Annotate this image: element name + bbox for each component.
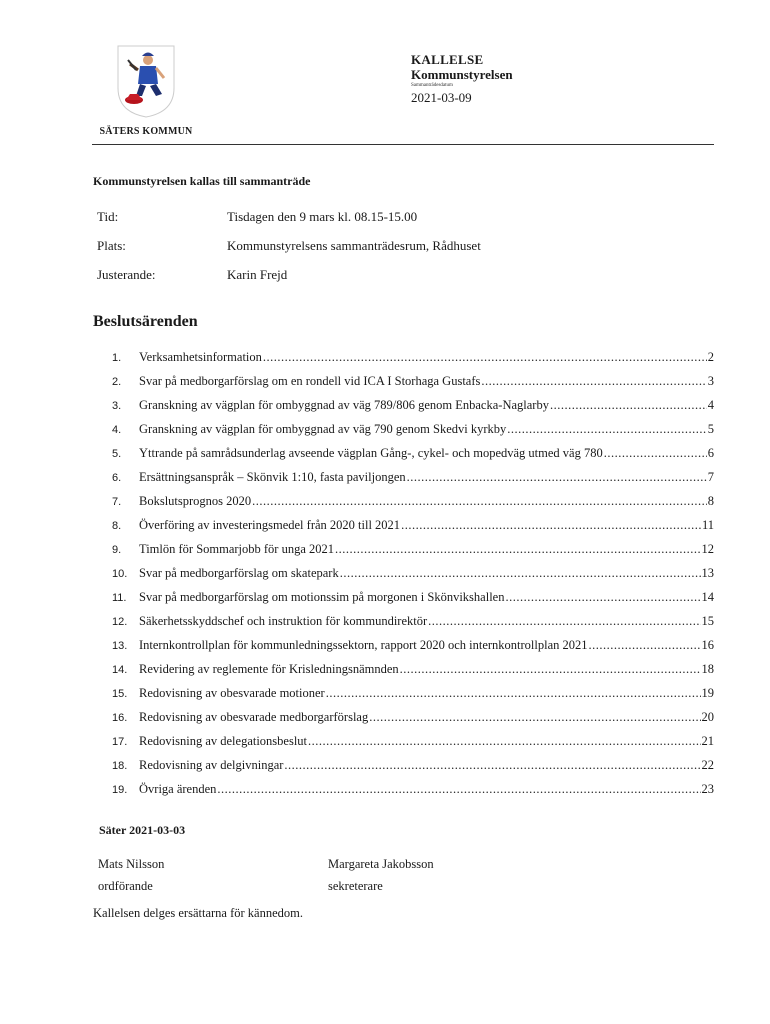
agenda-item[interactable] bbox=[112, 734, 714, 758]
agenda-number: 18. bbox=[112, 760, 128, 772]
agenda-number: 15. bbox=[112, 688, 128, 700]
agenda-number: 7. bbox=[112, 496, 122, 508]
agenda-page: 20 bbox=[701, 710, 714, 724]
agenda-number: 17. bbox=[112, 736, 128, 748]
agenda-number: 3. bbox=[112, 400, 122, 412]
agenda-number: 10. bbox=[112, 568, 128, 580]
agenda-number: 13. bbox=[112, 640, 128, 652]
municipality-name: SÄTERS KOMMUN bbox=[99, 126, 193, 137]
agenda-page: 15 bbox=[701, 614, 714, 628]
coat-of-arms-icon bbox=[116, 44, 176, 118]
agenda-title: Överföring av investeringsmedel från 2020 till 2021 bbox=[139, 518, 401, 532]
agenda-item[interactable] bbox=[112, 614, 714, 638]
agenda-title: Verksamhetsinformation bbox=[139, 350, 262, 364]
signer-chair bbox=[98, 853, 164, 897]
agenda-title: Ersättningsanspråk – Skönvik 1:10, fasta paviljongen bbox=[139, 470, 406, 484]
agenda-number: 19. bbox=[112, 784, 128, 796]
agenda-page: 19 bbox=[701, 686, 714, 700]
agenda-title: Granskning av vägplan för ombyggnad av väg 789/806 genom Enbacka-Naglarby bbox=[139, 398, 549, 412]
agenda-item[interactable] bbox=[112, 542, 714, 566]
info-value: Tisdagen den 9 mars kl. 08.15-15.00 bbox=[227, 209, 418, 224]
info-label: Justerande: bbox=[97, 267, 156, 282]
agenda-title: Säkerhetsskyddschef och instruktion för kommundirektör bbox=[139, 614, 428, 628]
agenda-title: Svar på medborgarförslag om motionssim på morgonen i Skönvikshallen bbox=[139, 590, 505, 604]
agenda-title: Granskning av vägplan för ombyggnad av väg 790 genom Skedvi kyrkby bbox=[139, 422, 507, 436]
agenda-title: Internkontrollplan för kommunledningssektorn, rapport 2020 och internkontrollplan 2021 bbox=[139, 638, 588, 652]
agenda-number: 1. bbox=[112, 352, 122, 364]
agenda-title: Redovisning av delegationsbeslut bbox=[139, 734, 308, 748]
info-row-place bbox=[97, 238, 481, 267]
info-label: Tid: bbox=[97, 209, 119, 224]
agenda-number: 4. bbox=[112, 424, 122, 436]
dot-leader bbox=[550, 398, 707, 413]
agenda-page: 7 bbox=[707, 470, 714, 484]
dot-leader bbox=[340, 566, 701, 581]
agenda-item[interactable] bbox=[112, 686, 714, 710]
meeting-date: 2021-03-09 bbox=[411, 90, 472, 105]
dot-leader bbox=[400, 662, 701, 677]
agenda-page: 16 bbox=[701, 638, 714, 652]
agenda-page: 3 bbox=[707, 374, 714, 388]
dot-leader bbox=[428, 614, 700, 629]
info-value: Karin Frejd bbox=[227, 267, 288, 282]
agenda-list bbox=[112, 350, 714, 806]
agenda-page: 22 bbox=[701, 758, 714, 772]
agenda-page: 23 bbox=[701, 782, 714, 796]
agenda-title: Bokslutsprognos 2020 bbox=[139, 494, 252, 508]
agenda-page: 8 bbox=[707, 494, 714, 508]
agenda-number: 8. bbox=[112, 520, 122, 532]
dot-leader bbox=[326, 686, 701, 701]
agenda-number: 2. bbox=[112, 376, 122, 388]
dot-leader bbox=[589, 638, 701, 653]
header-divider bbox=[92, 144, 714, 145]
agenda-title: Svar på medborgarförslag om skatepark bbox=[139, 566, 339, 580]
agenda-page: 6 bbox=[707, 446, 714, 460]
agenda-title: Övriga ärenden bbox=[139, 782, 217, 796]
agenda-item[interactable] bbox=[112, 590, 714, 614]
dot-leader bbox=[263, 350, 707, 365]
dot-leader bbox=[369, 710, 700, 725]
signer-name: Margareta Jakobsson bbox=[328, 857, 434, 871]
agenda-item[interactable] bbox=[112, 470, 714, 494]
dot-leader bbox=[505, 590, 700, 605]
agenda-item[interactable] bbox=[112, 350, 714, 374]
agenda-item[interactable] bbox=[112, 518, 714, 542]
agenda-page: 14 bbox=[701, 590, 714, 604]
agenda-number: 12. bbox=[112, 616, 128, 628]
signer-role: ordförande bbox=[98, 879, 153, 893]
agenda-title: Redovisning av delgivningar bbox=[139, 758, 284, 772]
info-label: Plats: bbox=[97, 238, 126, 253]
dot-leader bbox=[252, 494, 707, 509]
agenda-title: Revidering av reglemente för Krisledningsnämnden bbox=[139, 662, 399, 676]
issuing-body: Kommunstyrelsen bbox=[411, 67, 513, 82]
agenda-item[interactable] bbox=[112, 422, 714, 446]
agenda-page: 4 bbox=[707, 398, 714, 412]
dot-leader bbox=[284, 758, 700, 773]
agenda-page: 12 bbox=[701, 542, 714, 556]
meeting-info bbox=[97, 209, 481, 296]
agenda-item[interactable] bbox=[112, 374, 714, 398]
footer-note: Kallelsen delges ersättarna för kännedom. bbox=[93, 906, 303, 920]
agenda-number: 5. bbox=[112, 448, 122, 460]
agenda-item[interactable] bbox=[112, 710, 714, 734]
agenda-item[interactable] bbox=[112, 494, 714, 518]
agenda-item[interactable] bbox=[112, 566, 714, 590]
agenda-item[interactable] bbox=[112, 638, 714, 662]
signing-place-date: Säter 2021-03-03 bbox=[99, 823, 186, 837]
agenda-page: 5 bbox=[707, 422, 714, 436]
agenda-page: 13 bbox=[701, 566, 714, 580]
dot-leader bbox=[217, 782, 700, 797]
info-row-time bbox=[97, 209, 481, 238]
info-row-adjuster bbox=[97, 267, 481, 296]
agenda-title: Yttrande på samrådsunderlag avseende vägplan Gång-, cykel- och mopedväg utmed väg 780 bbox=[139, 446, 603, 460]
info-value: Kommunstyrelsens sammanträdesrum, Rådhuset bbox=[227, 238, 481, 253]
agenda-page: 18 bbox=[701, 662, 714, 676]
document-header bbox=[411, 52, 513, 105]
agenda-item[interactable] bbox=[112, 662, 714, 686]
agenda-item[interactable] bbox=[112, 446, 714, 470]
dot-leader bbox=[481, 374, 706, 389]
signer-secretary bbox=[328, 853, 434, 897]
agenda-item[interactable] bbox=[112, 782, 714, 806]
dot-leader bbox=[407, 470, 707, 485]
intro-title: Kommunstyrelsen kallas till sammanträde bbox=[93, 174, 311, 188]
agenda-title: Svar på medborgarförslag om en rondell vid ICA I Storhaga Gustafs bbox=[139, 374, 481, 388]
agenda-number: 9. bbox=[112, 544, 122, 556]
dot-leader bbox=[308, 734, 700, 749]
document-type: KALLELSE bbox=[411, 52, 484, 67]
dot-leader bbox=[401, 518, 701, 533]
agenda-number: 6. bbox=[112, 472, 122, 484]
section-title: Beslutsärenden bbox=[93, 313, 198, 330]
signer-role: sekreterare bbox=[328, 879, 383, 893]
dot-leader bbox=[604, 446, 707, 461]
municipality-logo bbox=[96, 44, 196, 140]
agenda-page: 21 bbox=[701, 734, 714, 748]
agenda-number: 14. bbox=[112, 664, 128, 676]
agenda-item[interactable] bbox=[112, 398, 714, 422]
agenda-title: Timlön för Sommarjobb för unga 2021 bbox=[139, 542, 335, 556]
agenda-page: 11 bbox=[701, 518, 714, 532]
dot-leader bbox=[507, 422, 706, 437]
agenda-page: 2 bbox=[707, 350, 714, 364]
meeting-date-label: Sammanträdesdatum bbox=[411, 83, 453, 88]
agenda-number: 11. bbox=[112, 592, 127, 604]
agenda-title: Redovisning av obesvarade medborgarförslag bbox=[139, 710, 369, 724]
agenda-item[interactable] bbox=[112, 758, 714, 782]
agenda-title: Redovisning av obesvarade motioner bbox=[139, 686, 325, 700]
agenda-number: 16. bbox=[112, 712, 128, 724]
signer-name: Mats Nilsson bbox=[98, 857, 165, 871]
dot-leader bbox=[335, 542, 700, 557]
